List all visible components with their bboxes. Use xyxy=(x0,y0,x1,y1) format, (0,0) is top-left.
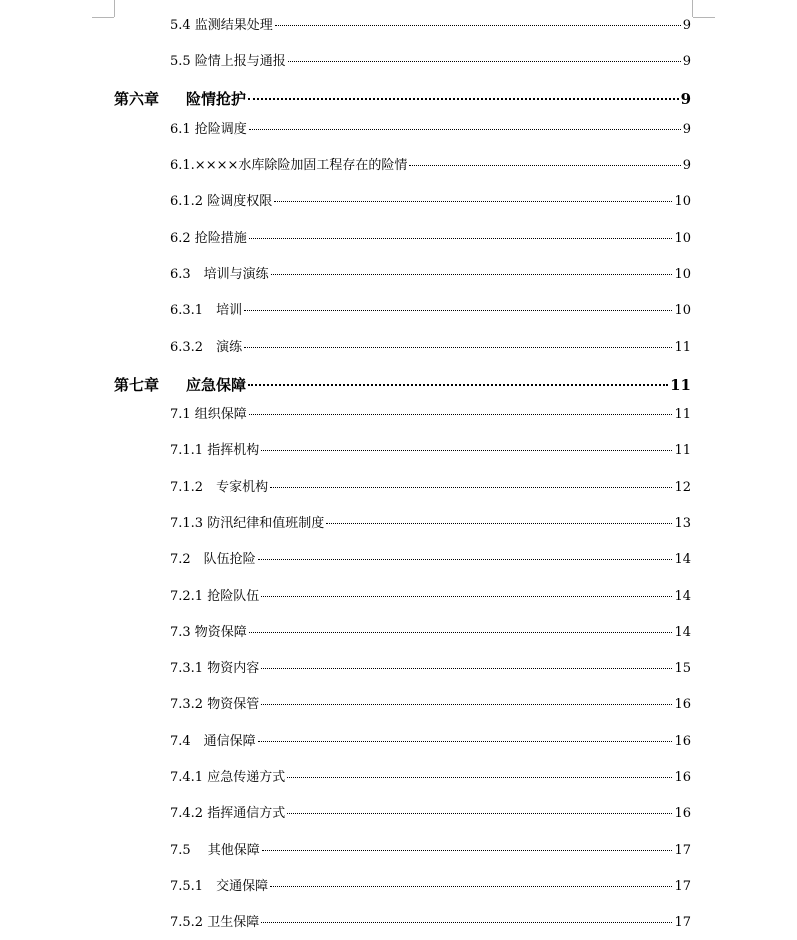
toc-leader-dots xyxy=(274,201,672,202)
toc-leader-dots xyxy=(326,523,672,524)
toc-entry-label: 7.2.1 抢险队伍 xyxy=(170,589,260,604)
toc-entry[interactable] xyxy=(170,879,691,895)
toc-page-number: 16 xyxy=(674,770,691,785)
toc-entry-label: 6.3.1 培训 xyxy=(170,303,243,318)
toc-entry[interactable] xyxy=(170,194,691,210)
toc-entry[interactable] xyxy=(170,158,691,174)
toc-page-number: 17 xyxy=(674,879,691,894)
toc-page-number: 11 xyxy=(674,443,691,458)
toc-entry-label: 7.4 通信保障 xyxy=(170,734,256,749)
toc-entry[interactable] xyxy=(170,231,691,247)
toc-entry[interactable] xyxy=(170,734,691,750)
toc-entry-label: 6.3.2 演练 xyxy=(170,340,243,355)
toc-entry-label: 7.3 物资保障 xyxy=(170,625,247,640)
toc-entry[interactable] xyxy=(170,267,691,283)
toc-entry-label: 7.1.2 专家机构 xyxy=(170,480,269,495)
toc-page-number: 9 xyxy=(682,158,691,173)
crop-mark-top-left xyxy=(92,17,114,18)
toc-leader-dots xyxy=(287,777,672,778)
toc-page-number: 16 xyxy=(674,697,691,712)
toc-entry-label: 6.1.2 险调度权限 xyxy=(170,194,273,209)
toc-chapter-title: 险情抢护 xyxy=(186,90,247,108)
toc-leader-dots xyxy=(275,25,681,26)
toc-entry-label: 6.1 抢险调度 xyxy=(170,122,247,137)
toc-page-number: 14 xyxy=(674,552,691,567)
toc-page-number: 16 xyxy=(674,806,691,821)
toc-entry[interactable] xyxy=(170,54,691,70)
toc-leader-dots xyxy=(249,129,681,130)
toc-page-number: 13 xyxy=(674,516,691,531)
toc-leader-dots xyxy=(287,813,672,814)
toc-entry-label: 5.4 监测结果处理 xyxy=(170,18,273,33)
toc-leader-dots xyxy=(249,238,673,239)
crop-mark-top-left xyxy=(114,0,115,17)
toc-page-number: 9 xyxy=(682,122,691,137)
toc-leader-dots xyxy=(244,310,672,311)
toc-entry[interactable] xyxy=(170,589,691,605)
toc-page-number: 9 xyxy=(682,18,691,33)
toc-leader-dots xyxy=(261,596,672,597)
toc-leader-dots xyxy=(249,632,673,633)
toc-page-number: 14 xyxy=(674,589,691,604)
toc-entry[interactable] xyxy=(170,697,691,713)
toc-entry-label: 7.1.3 防汛纪律和值班制度 xyxy=(170,516,325,531)
toc-entry-label: 7.1.1 指挥机构 xyxy=(170,443,260,458)
toc-leader-dots xyxy=(261,704,672,705)
toc-entry-label: 6.3 培训与演练 xyxy=(170,267,269,282)
toc-leader-dots xyxy=(270,886,672,887)
toc-page-number: 17 xyxy=(674,843,691,858)
toc-entry-label: 7.4.2 指挥通信方式 xyxy=(170,806,286,821)
toc-entry[interactable] xyxy=(170,18,691,34)
toc-chapter-entry[interactable] xyxy=(114,377,691,393)
toc-page-number: 14 xyxy=(674,625,691,640)
toc-leader-dots xyxy=(261,450,672,451)
toc-leader-dots xyxy=(244,347,672,348)
toc-leader-dots xyxy=(262,850,673,851)
toc-leader-dots xyxy=(248,384,668,386)
toc-chapter-number: 第七章 xyxy=(114,376,160,394)
toc-entry-label: 5.5 险情上报与通报 xyxy=(170,54,286,69)
toc-entry[interactable] xyxy=(170,661,691,677)
toc-entry[interactable] xyxy=(170,625,691,641)
toc-entry-label: 7.3.1 物资内容 xyxy=(170,661,260,676)
toc-entry[interactable] xyxy=(170,915,691,931)
toc-entry[interactable] xyxy=(170,303,691,319)
toc-leader-dots xyxy=(261,922,672,923)
toc-entry[interactable] xyxy=(170,806,691,822)
toc-entry-label: 7.1 组织保障 xyxy=(170,407,247,422)
toc-entry[interactable] xyxy=(170,770,691,786)
toc-entry-label: 6.1.××××水库除险加固工程存在的险情 xyxy=(170,158,408,173)
toc-entry-label: 7.2 队伍抢险 xyxy=(170,552,256,567)
toc-chapter-number: 第六章 xyxy=(114,90,160,108)
toc-entry[interactable] xyxy=(170,843,691,859)
toc-leader-dots xyxy=(258,559,673,560)
toc-leader-dots xyxy=(271,274,673,275)
crop-mark-top-right xyxy=(692,0,693,17)
toc-page-number: 10 xyxy=(674,303,691,318)
toc-entry[interactable] xyxy=(170,480,691,496)
toc-entry-label: 7.4.1 应急传递方式 xyxy=(170,770,286,785)
toc-chapter-title: 应急保障 xyxy=(186,376,247,394)
toc-entry[interactable] xyxy=(170,340,691,356)
toc-leader-dots xyxy=(249,414,673,415)
toc-entry[interactable] xyxy=(170,443,691,459)
toc-entry[interactable] xyxy=(170,516,691,532)
toc-page-number: 15 xyxy=(674,661,691,676)
toc-entry[interactable] xyxy=(170,122,691,138)
toc-leader-dots xyxy=(248,98,679,100)
toc-entry-label: 7.5.1 交通保障 xyxy=(170,879,269,894)
toc-page-number: 11 xyxy=(670,376,691,394)
toc-page-number: 10 xyxy=(674,231,691,246)
toc-page-number: 12 xyxy=(674,480,691,495)
toc-entry[interactable] xyxy=(170,407,691,423)
toc-page-number: 9 xyxy=(680,90,691,108)
toc-entry-label: 7.5 其他保障 xyxy=(170,843,260,858)
toc-page-number: 11 xyxy=(674,340,691,355)
toc-chapter-label xyxy=(114,377,246,393)
toc-page-number: 9 xyxy=(682,54,691,69)
toc-page-number: 17 xyxy=(674,915,691,930)
toc-leader-dots xyxy=(258,741,673,742)
crop-mark-top-right xyxy=(693,17,715,18)
toc-page-number: 16 xyxy=(674,734,691,749)
toc-entry-label: 7.5.2 卫生保障 xyxy=(170,915,260,930)
toc-page-number: 11 xyxy=(674,407,691,422)
toc-leader-dots xyxy=(270,487,672,488)
toc-entry-label: 7.3.2 物资保管 xyxy=(170,697,260,712)
toc-leader-dots xyxy=(288,61,681,62)
toc-chapter-label xyxy=(114,91,246,107)
toc-entry-label: 6.2 抢险措施 xyxy=(170,231,247,246)
toc-entry[interactable] xyxy=(170,552,691,568)
toc-leader-dots xyxy=(261,668,672,669)
toc-page-number: 10 xyxy=(674,194,691,209)
toc-chapter-entry[interactable] xyxy=(114,91,691,107)
toc-page-number: 10 xyxy=(674,267,691,282)
toc-leader-dots xyxy=(409,165,680,166)
